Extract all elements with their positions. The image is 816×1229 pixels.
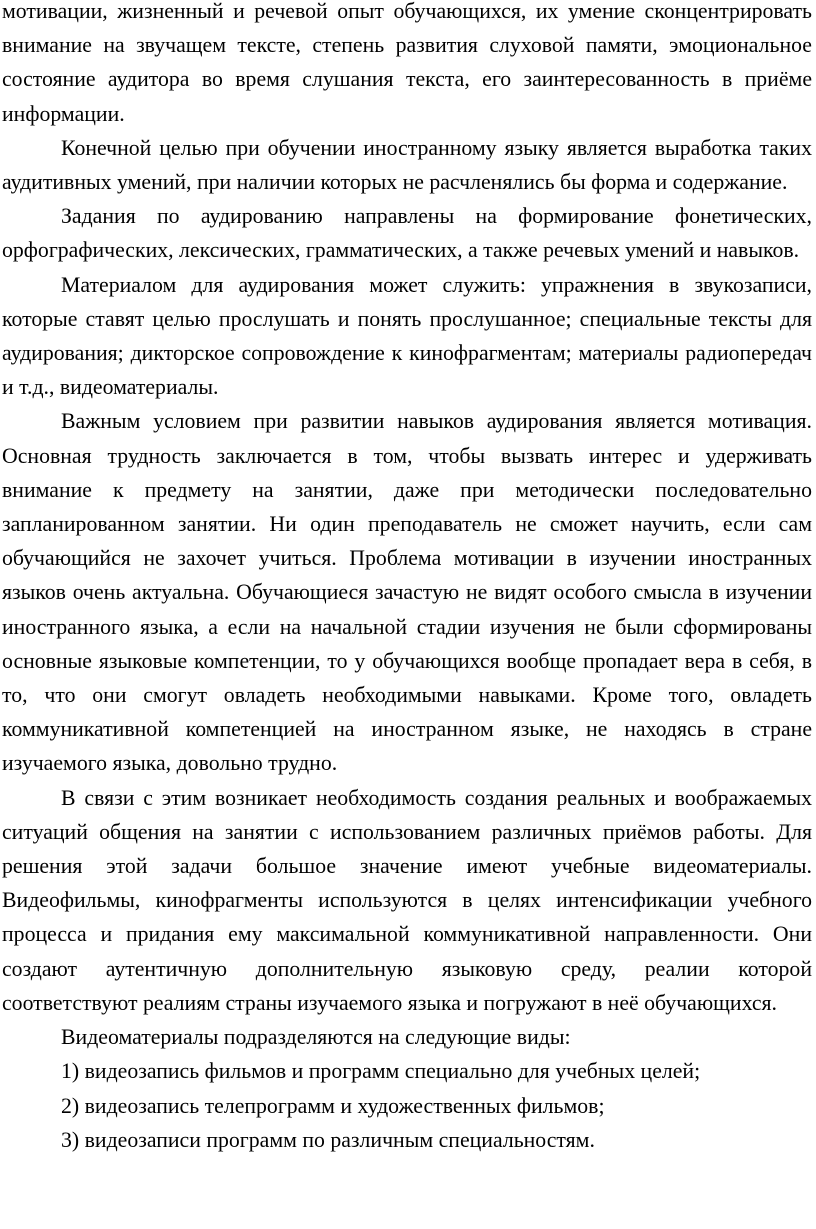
- paragraph-materials: Материалом для аудирования может служить: упражнения в звукозаписи, которые ставят целью прослушать и понять прослушанное; специальные тексты для аудирования; дикторское сопровождение к кинофрагментам; материалы радиопередач и т.д., видеоматериалы.: [2, 272, 812, 400]
- paragraph-goal: Конечной целью при обучении иностранному языку является выработка таких аудитивных умений, при наличии которых не расчленялись бы форма и содержание.: [2, 135, 812, 195]
- list-item: 3) видеозаписи программ по различным специальностям.: [61, 1127, 595, 1152]
- list-item: 1) видеозапись фильмов и программ специально для учебных целей;: [61, 1059, 701, 1084]
- paragraph-continuation: мотивации, жизненный и речевой опыт обучающихся, их умение сконцентрировать внимание на звучащем тексте, степень развития слуховой памяти, эмоциональное состояние аудитора во время слушания текста, его заинтересованность в приёме информации.: [2, 0, 812, 126]
- paragraph-video-types-intro: Видеоматериалы подразделяются на следующие виды:: [61, 1025, 571, 1050]
- paragraph-situations: В связи с этим возникает необходимость создания реальных и воображаемых ситуаций общения на занятии с использованием различных приёмов работы. Для решения этой задачи большое значение имеют учебные видеоматериалы. Видеофильмы, кинофрагменты используются в целях интенсификации учебного процесса и придания ему максимальной коммуникативной направленности. Они создают аутентичную дополнительную языковую среду, реалии которой соответствуют реалиям страны изучаемого языка и погружают в неё обучающихся.: [2, 785, 812, 1015]
- list-item: 2) видеозапись телепрограмм и художественных фильмов;: [61, 1093, 605, 1118]
- paragraph-tasks: Задания по аудированию направлены на формирование фонетических, орфографических, лексических, грамматических, а также речевых умений и навыков.: [2, 204, 812, 263]
- paragraph-motivation: Важным условием при развитии навыков аудирования является мотивация. Основная трудность заключается в том, чтобы вызвать интерес и удерживать внимание к предмету на занятии, даже при методически последовательно запланированном занятии. Ни один преподаватель не сможет научить, если сам обучающийся не захочет учиться. Проблема мотивации в изучении иностранных языков очень актуальна. Обучающиеся зачастую не видят особого смысла в изучении иностранного языка, а если на начальной стадии изучения не были сформированы основные языковые компетенции, то у обучающихся вообще пропадает вера в себя, в то, что они смогут овладеть необходимыми навыками. Кроме того, овладеть коммуникативной компетенцией на иностранном языке, не находясь в стране изучаемого языка, довольно трудно.: [2, 409, 812, 776]
